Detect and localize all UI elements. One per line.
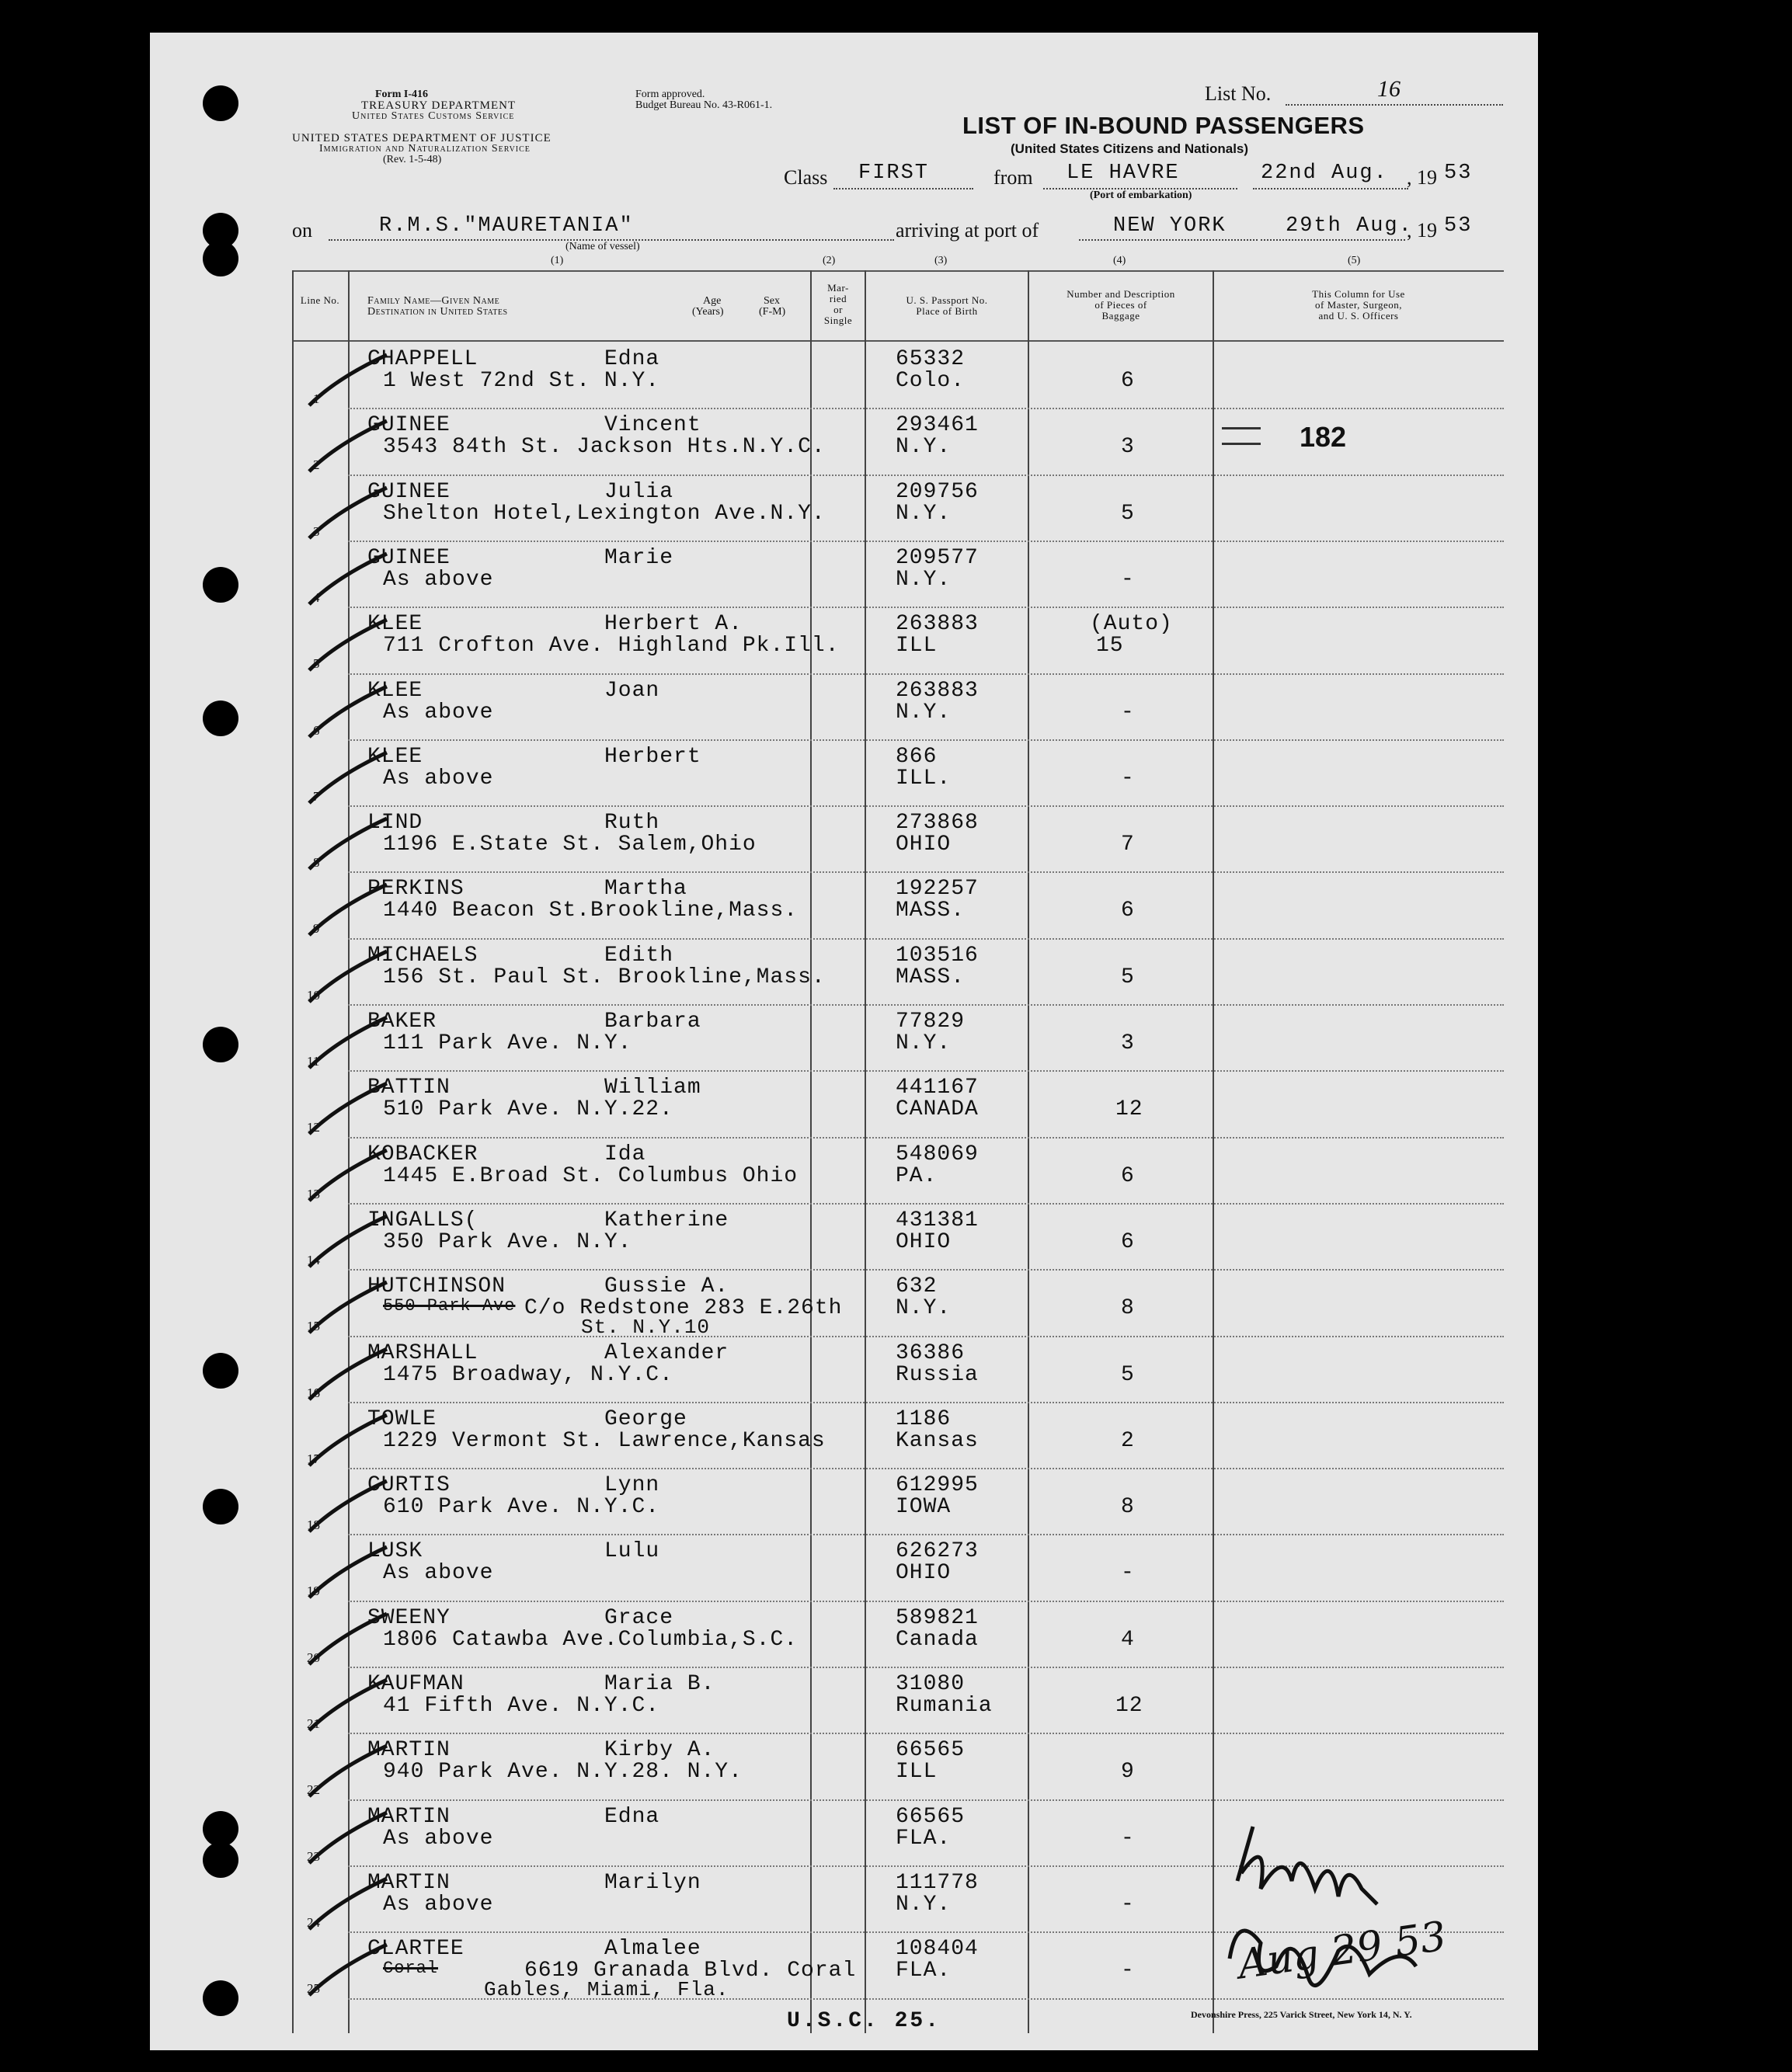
passport-number: 108404 [896, 1937, 979, 1962]
place-of-birth: Russia [896, 1362, 979, 1387]
header-baggage: of Pieces of [1094, 299, 1147, 311]
column-number: (2) [823, 255, 836, 266]
header-married: or [833, 304, 843, 315]
baggage-count: 5 [1121, 501, 1135, 526]
treasury-department: TREASURY DEPARTMENT [361, 99, 517, 112]
given-name: Martha [604, 877, 687, 902]
line-number: 23 [307, 1848, 320, 1864]
baggage-count: 6 [1121, 1163, 1135, 1188]
baggage-count: 15 [1096, 634, 1124, 659]
date-stamp: Aug 29 53 [1235, 1913, 1449, 1989]
given-name: Maria B. [604, 1672, 715, 1696]
baggage-count: 9 [1121, 1760, 1135, 1785]
passport-number: 548069 [896, 1142, 979, 1166]
line-number: 8 [313, 855, 320, 871]
destination: As above [383, 1892, 494, 1917]
check-mark-icon [305, 550, 391, 612]
check-mark-icon [305, 1742, 391, 1804]
destination: 940 Park Ave. N.Y.28. N.Y. [383, 1760, 743, 1785]
place-of-birth: FLA. [896, 1959, 952, 1983]
passport-number: 209756 [896, 479, 979, 504]
check-mark-icon [305, 1543, 391, 1605]
struck-text: Coral [383, 1959, 439, 1979]
destination: 1475 Broadway, N.Y.C. [383, 1362, 673, 1387]
family-name: MARTIN [367, 1870, 451, 1895]
check-mark-icon [305, 1941, 391, 2003]
passport-number: 263883 [896, 612, 979, 637]
family-name: CLARTEE [367, 1937, 465, 1962]
given-name: Kirby A. [604, 1738, 715, 1763]
passport-number: 589821 [896, 1605, 979, 1630]
baggage-count: - [1121, 766, 1135, 791]
place-of-birth: Kansas [896, 1428, 979, 1453]
place-of-birth: CANADA [896, 1097, 979, 1122]
given-name: Vincent [604, 413, 701, 438]
header-sex-unit: (F-M) [759, 306, 786, 318]
family-name: BATTIN [367, 1076, 451, 1100]
place-of-birth: Canada [896, 1627, 979, 1652]
family-name: KLEE [367, 612, 423, 637]
baggage-count: - [1121, 1561, 1135, 1586]
line-number: 13 [307, 1186, 320, 1201]
given-name: Marie [604, 545, 674, 570]
given-name: Lulu [604, 1539, 660, 1564]
place-of-birth: Rumania [896, 1694, 993, 1718]
class-value: FIRST [858, 162, 930, 185]
arrival-year-prefix: , 19 [1407, 219, 1437, 242]
destination: 111 Park Ave. N.Y. [383, 1031, 632, 1055]
destination: 1196 E.State St. Salem,Ohio [383, 833, 757, 857]
place-of-birth: Colo. [896, 369, 966, 393]
place-of-birth: N.Y. [896, 1892, 952, 1917]
destination: As above [383, 1826, 494, 1851]
header-baggage: Number and Description [1067, 288, 1175, 300]
destination: 610 Park Ave. N.Y.C. [383, 1495, 660, 1520]
passport-number: 866 [896, 744, 938, 769]
passport-number: 192257 [896, 877, 979, 902]
family-name: HUTCHINSON [367, 1274, 506, 1299]
baggage-count: 2 [1121, 1428, 1135, 1453]
given-name: Edith [604, 943, 674, 968]
check-mark-icon [305, 1610, 391, 1672]
on-label: on [292, 219, 312, 242]
list-number-value: 16 [1377, 76, 1401, 102]
vessel-caption: (Name of vessel) [565, 241, 640, 252]
binder-hole [203, 567, 238, 603]
baggage-count: 3 [1121, 435, 1135, 460]
line-number: 24 [307, 1914, 320, 1930]
check-mark-icon [305, 1013, 391, 1076]
line-number: 4 [313, 589, 320, 605]
line-number: 6 [313, 722, 320, 738]
form-number: Form I-416 [375, 89, 429, 100]
arrival-year: 53 [1444, 214, 1473, 238]
budget-bureau: Budget Bureau No. 43-R061-1. [635, 99, 773, 111]
given-name: Barbara [604, 1010, 701, 1034]
manifest-page [150, 33, 1538, 2050]
line-number: 18 [307, 1517, 320, 1533]
family-name: MARTIN [367, 1804, 451, 1829]
family-name: BAKER [367, 1010, 437, 1034]
binder-hole [203, 85, 238, 121]
header-family-name: Family Name—Given Name [367, 295, 500, 307]
column-number: (4) [1113, 255, 1126, 266]
family-name: LIND [367, 811, 423, 836]
check-mark-icon [305, 1212, 391, 1274]
arrival-date: 29th Aug. [1286, 214, 1413, 238]
check-mark-icon [305, 1676, 391, 1738]
family-name: SWEENY [367, 1605, 451, 1630]
passport-number: 65332 [896, 347, 966, 371]
place-of-birth: N.Y. [896, 1296, 952, 1321]
check-mark-icon [305, 881, 391, 943]
baggage-count: - [1121, 700, 1135, 725]
given-name: Julia [604, 479, 674, 504]
passport-number: 66565 [896, 1804, 966, 1829]
binder-hole [203, 241, 238, 276]
port-embarkation-caption: (Port of embarkation) [1090, 189, 1192, 201]
passport-number: 77829 [896, 1010, 966, 1034]
given-name: Almalee [604, 1937, 701, 1962]
destination: 3543 84th St. Jackson Hts.N.Y.C. [383, 435, 826, 460]
header-baggage: Baggage [1101, 310, 1140, 322]
header-officers: of Master, Surgeon, [1314, 299, 1402, 311]
column-number: (3) [934, 255, 948, 266]
check-mark-icon [305, 1345, 391, 1407]
header-place-of-birth: Place of Birth [916, 305, 978, 317]
officer-mark [1222, 427, 1261, 429]
given-name: Lynn [604, 1473, 660, 1498]
destination: 41 Fifth Ave. N.Y.C. [383, 1694, 660, 1718]
header-line-no: Line No. [300, 294, 340, 306]
passport-number: 111778 [896, 1870, 979, 1895]
passport-number: 441167 [896, 1076, 979, 1100]
baggage-count: 6 [1121, 899, 1135, 923]
check-mark-icon [305, 484, 391, 546]
given-name: Marilyn [604, 1870, 701, 1895]
baggage-count: 12 [1115, 1097, 1143, 1122]
line-number: 20 [307, 1650, 320, 1665]
header-married: Mar- [827, 282, 849, 294]
place-of-birth: N.Y. [896, 567, 952, 592]
check-mark-icon [305, 1875, 391, 1937]
line-number: 2 [313, 457, 320, 473]
check-mark-icon [305, 1809, 391, 1871]
line-number: 25 [307, 1981, 320, 1997]
arriving-label: arriving at port of [896, 219, 1039, 242]
family-name: INGALLS( [367, 1208, 478, 1232]
check-mark-icon [305, 947, 391, 1010]
family-name: GUINEE [367, 479, 451, 504]
destination: 6619 Granada Blvd. Coral [524, 1959, 857, 1983]
place-of-birth: OHIO [896, 1561, 952, 1586]
destination: 1806 Catawba Ave.Columbia,S.C. [383, 1627, 799, 1652]
arrival-port: NEW YORK [1113, 214, 1227, 238]
place-of-birth: MASS. [896, 965, 966, 989]
check-mark-icon [305, 1411, 391, 1473]
line-number: 22 [307, 1782, 320, 1798]
place-of-birth: OHIO [896, 833, 952, 857]
place-of-birth: OHIO [896, 1229, 952, 1254]
given-name: Gussie A. [604, 1274, 729, 1299]
line-number: 19 [307, 1584, 320, 1599]
destination: 350 Park Ave. N.Y. [383, 1229, 632, 1254]
binder-hole [203, 701, 238, 736]
baggage-count: 12 [1115, 1694, 1143, 1718]
passport-number: 626273 [896, 1539, 979, 1564]
list-number-label: List No. [1205, 82, 1272, 105]
given-name: Herbert [604, 744, 701, 769]
place-of-birth: ILL. [896, 766, 952, 791]
line-number: 16 [307, 1385, 320, 1400]
baggage-count: - [1121, 1826, 1135, 1851]
line-number: 9 [313, 921, 320, 937]
place-of-birth: ILL [896, 1760, 938, 1785]
destination: 510 Park Ave. N.Y.22. [383, 1097, 673, 1122]
line-number: 5 [313, 656, 320, 672]
baggage-count: 8 [1121, 1296, 1135, 1321]
from-label: from [993, 166, 1033, 189]
passport-number: 36386 [896, 1340, 966, 1365]
passport-number: 31080 [896, 1672, 966, 1696]
destination-continued: Gables, Miami, Fla. [484, 1978, 729, 2002]
vessel-name: R.M.S."MAURETANIA" [379, 214, 634, 238]
check-mark-icon [305, 1079, 391, 1142]
binder-hole [203, 1980, 238, 2016]
line-number: 14 [307, 1252, 320, 1267]
customs-service: United States Customs Service [352, 110, 515, 122]
given-name: Joan [604, 678, 660, 703]
line-number: 12 [307, 1120, 320, 1135]
passport-number: 293461 [896, 413, 979, 438]
destination: 1 West 72nd St. N.Y. [383, 369, 660, 393]
footer-form-code: U.S.C. 25. [787, 2009, 941, 2033]
passport-number: 273868 [896, 811, 979, 836]
ins-service: Immigration and Naturalization Service [319, 143, 531, 155]
check-mark-icon [305, 1146, 391, 1208]
baggage-description: (Auto) [1090, 612, 1173, 637]
passport-number: 263883 [896, 678, 979, 703]
binder-hole [203, 1842, 238, 1878]
destination: 156 St. Paul St. Brookline,Mass. [383, 965, 826, 989]
passport-number: 431381 [896, 1208, 979, 1232]
place-of-birth: MASS. [896, 899, 966, 923]
given-name: Ruth [604, 811, 660, 836]
destination: As above [383, 766, 494, 791]
officer-number: 182 [1300, 421, 1347, 453]
family-name: MARTIN [367, 1738, 451, 1763]
justice-department: UNITED STATES DEPARTMENT OF JUSTICE [292, 132, 552, 144]
header-passport: U. S. Passport No. [906, 294, 988, 306]
form-approved: Form approved. [635, 89, 705, 100]
destination-continued: St. N.Y.10 [581, 1316, 711, 1340]
binder-hole [203, 1353, 238, 1389]
given-name: Alexander [604, 1340, 729, 1365]
header-married: ried [829, 293, 847, 304]
family-name: TOWLE [367, 1406, 437, 1431]
family-name: KLEE [367, 678, 423, 703]
header-officers: and U. S. Officers [1318, 310, 1399, 322]
officer-mark [1222, 443, 1261, 445]
check-mark-icon [305, 417, 391, 479]
place-of-birth: ILL [896, 634, 938, 659]
baggage-count: 6 [1121, 369, 1135, 393]
check-mark-icon [305, 351, 391, 413]
header-officers: This Column for Use [1312, 288, 1405, 300]
place-of-birth: N.Y. [896, 501, 952, 526]
baggage-count: 4 [1121, 1627, 1135, 1652]
embarkation-year: 53 [1444, 162, 1473, 185]
line-number: 11 [307, 1054, 320, 1069]
given-name: Herbert A. [604, 612, 743, 637]
family-name: PERKINS [367, 877, 465, 902]
given-name: Ida [604, 1142, 646, 1166]
check-mark-icon [305, 1477, 391, 1539]
form-title: LIST OF IN-BOUND PASSENGERS [962, 112, 1365, 139]
family-name: MARSHALL [367, 1340, 478, 1365]
passport-number: 66565 [896, 1738, 966, 1763]
column-number: (5) [1348, 255, 1361, 266]
embarkation-year-prefix: , 19 [1407, 166, 1437, 189]
place-of-birth: IOWA [896, 1495, 952, 1520]
place-of-birth: N.Y. [896, 435, 952, 460]
destination: As above [383, 1561, 494, 1586]
family-name: GUINEE [367, 545, 451, 570]
baggage-count: 5 [1121, 1362, 1135, 1387]
passport-number: 612995 [896, 1473, 979, 1498]
binder-hole [203, 1027, 238, 1062]
baggage-count: 5 [1121, 965, 1135, 989]
line-number: 1 [313, 391, 320, 406]
line-number: 3 [313, 523, 320, 539]
family-name: MICHAELS [367, 943, 478, 968]
family-name: KAUFMAN [367, 1672, 465, 1696]
destination: 1229 Vermont St. Lawrence,Kansas [383, 1428, 826, 1453]
passport-number: 1186 [896, 1406, 952, 1431]
family-name: KLEE [367, 744, 423, 769]
class-label: Class [784, 166, 828, 189]
given-name: Edna [604, 347, 660, 371]
family-name: CURTIS [367, 1473, 451, 1498]
embarkation-date: 22nd Aug. [1261, 162, 1388, 185]
destination: 1440 Beacon St.Brookline,Mass. [383, 899, 799, 923]
given-name: Katherine [604, 1208, 729, 1232]
column-number: (1) [551, 255, 564, 266]
check-mark-icon [305, 616, 391, 678]
place-of-birth: N.Y. [896, 1031, 952, 1055]
place-of-birth: PA. [896, 1163, 938, 1188]
header-sex: Sex [764, 295, 780, 307]
baggage-count: - [1121, 1959, 1135, 1983]
given-name: Edna [604, 1804, 660, 1829]
line-number: 7 [313, 788, 320, 804]
destination: 1445 E.Broad St. Columbus Ohio [383, 1163, 799, 1188]
form-revision: (Rev. 1-5-48) [383, 154, 442, 165]
line-number: 17 [307, 1451, 320, 1466]
baggage-count: 3 [1121, 1031, 1135, 1055]
baggage-count: - [1121, 567, 1135, 592]
header-destination: Destination in United States [367, 306, 508, 318]
line-number: 21 [307, 1716, 320, 1731]
baggage-count: - [1121, 1892, 1135, 1917]
place-of-birth: FLA. [896, 1826, 952, 1851]
destination: 711 Crofton Ave. Highland Pk.Ill. [383, 634, 840, 659]
given-name: William [604, 1076, 701, 1100]
destination: As above [383, 700, 494, 725]
baggage-count: 7 [1121, 833, 1135, 857]
check-mark-icon [305, 815, 391, 877]
header-age: Age [703, 295, 722, 307]
family-name: CHAPPELL [367, 347, 478, 371]
family-name: KOBACKER [367, 1142, 478, 1166]
binder-hole [203, 1489, 238, 1524]
destination: C/o Redstone 283 E.26th [524, 1296, 843, 1321]
destination: As above [383, 567, 494, 592]
given-name: George [604, 1406, 687, 1431]
passport-number: 209577 [896, 545, 979, 570]
form-subtitle: (United States Citizens and Nationals) [1011, 141, 1249, 156]
header-age-unit: (Years) [692, 306, 724, 318]
header-married: Single [823, 315, 853, 326]
passport-number: 632 [896, 1274, 938, 1299]
baggage-count: 6 [1121, 1229, 1135, 1254]
family-name: LUSK [367, 1539, 423, 1564]
check-mark-icon [305, 749, 391, 811]
baggage-count: 8 [1121, 1495, 1135, 1520]
place-of-birth: N.Y. [896, 700, 952, 725]
check-mark-icon [305, 1278, 391, 1340]
port-of-embarkation: LE HAVRE [1067, 162, 1180, 185]
destination: Shelton Hotel,Lexington Ave.N.Y. [383, 501, 826, 526]
struck-text: 550 Park Ave [383, 1296, 516, 1316]
line-number: 15 [307, 1319, 320, 1334]
given-name: Grace [604, 1605, 674, 1630]
passport-number: 103516 [896, 943, 979, 968]
family-name: GUINEE [367, 413, 451, 438]
printer-imprint: Devonshire Press, 225 Varick Street, New York 14, N. Y. [1191, 2009, 1412, 2020]
check-mark-icon [305, 683, 391, 745]
line-number: 10 [307, 987, 320, 1003]
